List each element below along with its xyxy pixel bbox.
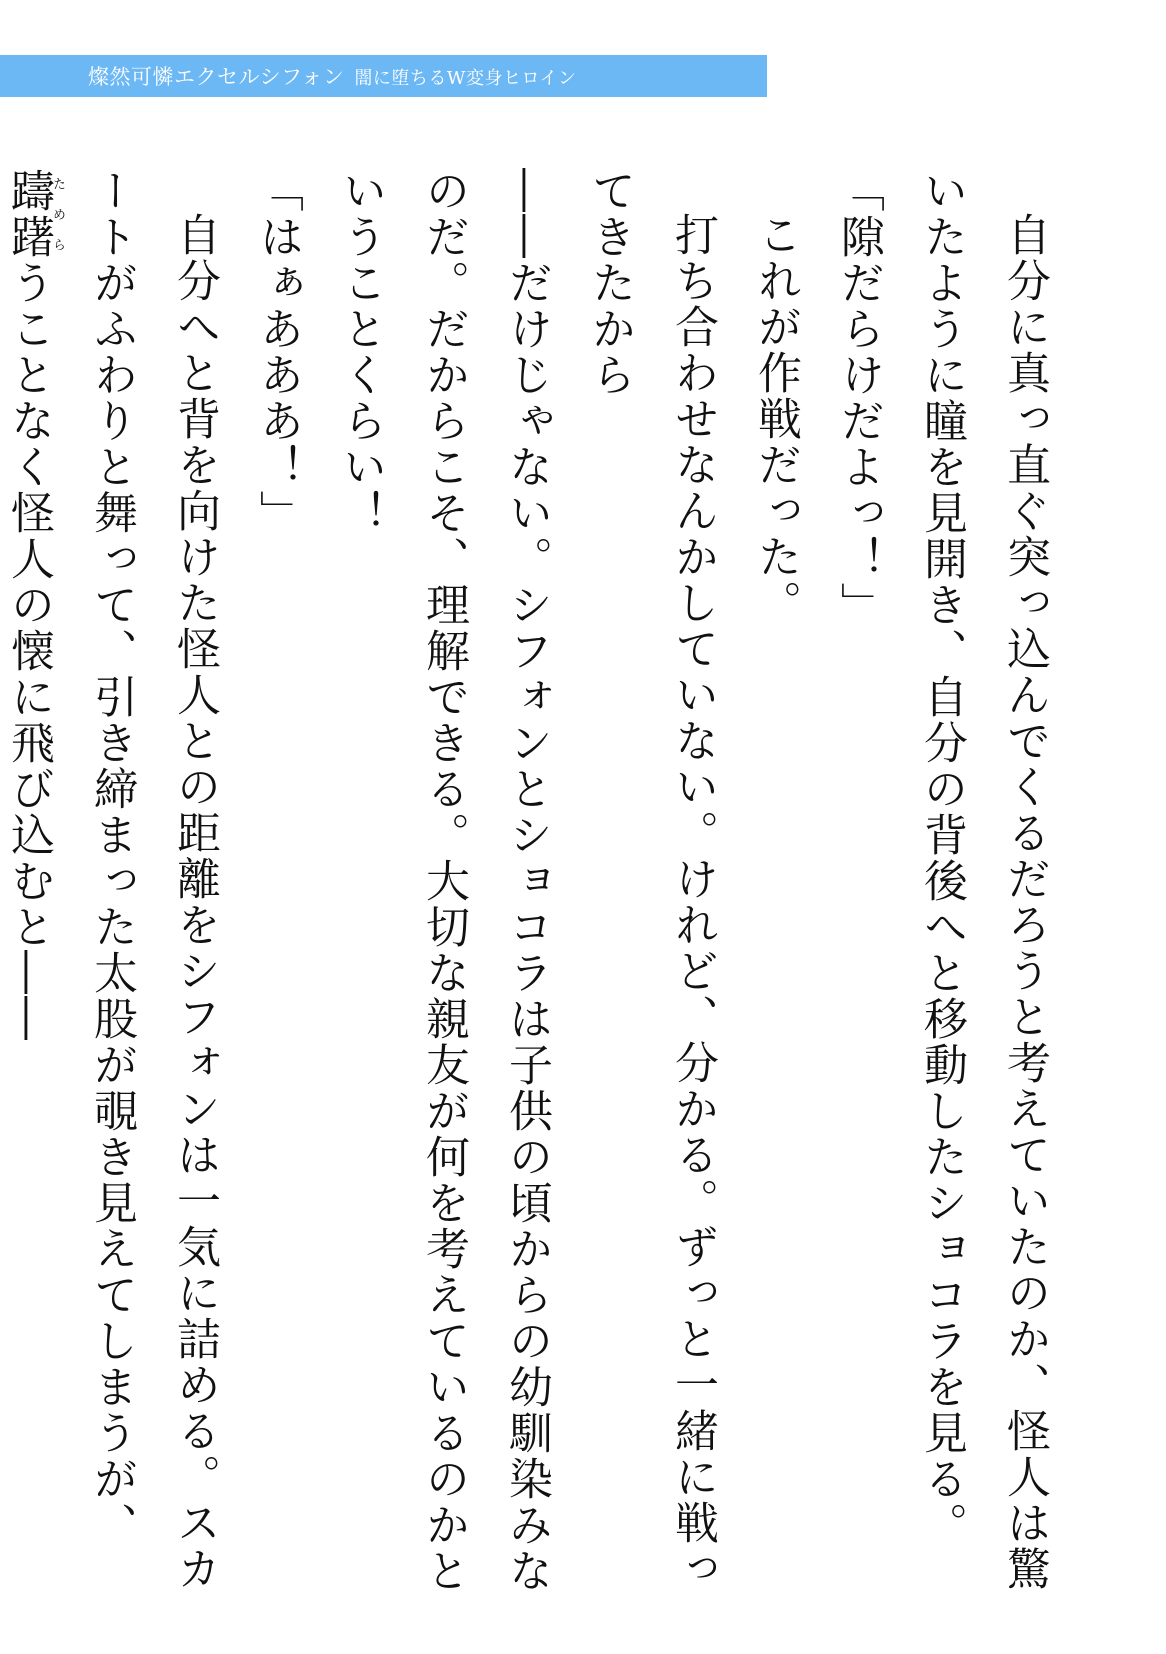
paragraph-3: これが作戦だった。	[750, 212, 801, 626]
paragraph-1: 自分に真っ直ぐ突っ込んでくるだろうと考えていたのか、怪人は驚いたように瞳を見開き、自分の背後へと移動したショコラを見る。	[916, 168, 1050, 1592]
paragraph-2-dialogue: 「隙だらけだよっ！」	[833, 168, 884, 628]
running-header-text	[88, 61, 576, 91]
paragraph-7-part-2: うことなく怪人の懐に飛び込むと――	[3, 260, 54, 1042]
ruby-reading: ためら	[50, 168, 65, 260]
book-title: 燦然可憐エクセルシフォン	[88, 65, 345, 89]
vertical-body-text	[3, 168, 1066, 1608]
paragraph-7	[0, 168, 236, 1608]
paragraph-4: 打ち合わせなんかしていない。けれど、分かる。ずっと一緒に戦ってきたから	[584, 168, 718, 1592]
paragraph-7-part-1: 自分へと背を向けた怪人との距離をシフォンは一気に詰める。スカートがふわりと舞って、引き締まった太股が覗き見えてしまうが、	[86, 168, 220, 1592]
ruby-hesitate	[3, 168, 65, 260]
paragraph-6-dialogue: 「はぁあああ！」	[252, 168, 303, 536]
ruby-base: 躊躇	[3, 168, 54, 260]
book-subtitle: 闇に堕ちるW変身ヒロイン	[354, 68, 577, 89]
running-header	[0, 55, 767, 97]
paragraph-5: ――だけじゃない。シフォンとショコラは子供の頃からの幼馴染みなのだ。だからこそ、理解できる。大切な親友が何を考えているのかということくらい！	[335, 168, 552, 1594]
